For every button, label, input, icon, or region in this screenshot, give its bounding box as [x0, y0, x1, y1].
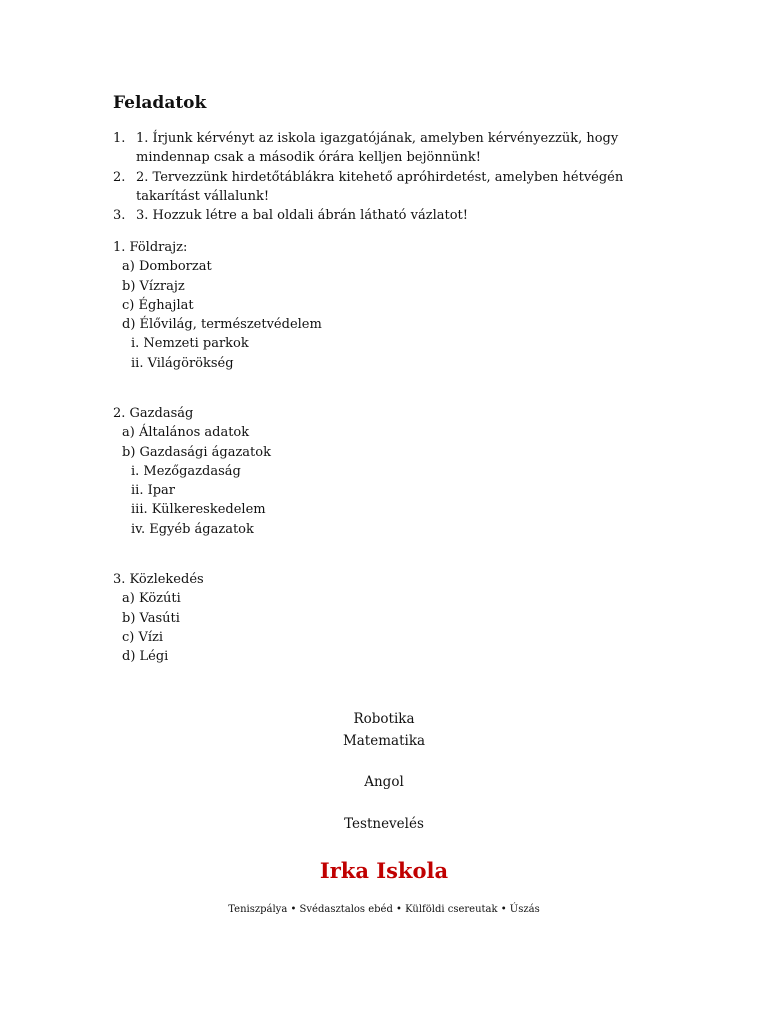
outline-item: a) Domborzat — [122, 259, 212, 275]
outline-item: c) Éghajlat — [122, 297, 194, 313]
task-number: 1. — [113, 131, 126, 146]
outline-subitem: iii. Külkereskedelem — [131, 502, 266, 518]
outline-subitem: ii. Ipar — [131, 483, 176, 499]
outline-section-title: 3. Közlekedés — [113, 572, 204, 587]
outline-section-title: 2. Gazdaság — [113, 406, 194, 421]
outline-section-title: 1. Földrajz: — [113, 240, 188, 255]
task-item — [113, 168, 653, 207]
task-number: 2. — [113, 169, 126, 185]
subject-angol: Angol — [364, 774, 404, 790]
task-item — [113, 206, 653, 225]
outline-item: c) Vízi — [122, 629, 164, 645]
outline-kozlekedes — [113, 570, 204, 666]
outline-item: b) Vízrajz — [122, 278, 185, 294]
school-name: Irka Iskola — [319, 858, 449, 883]
school-features: Teniszpálya • Svédasztalos ebéd • Külföldi csereutak • Úszás — [228, 904, 540, 915]
task-text: 1. Írjunk kérvényt az iskola igazgatójának, amelyben kérvényezzük, hogy mindennap csak a második órára kelljen bejönnünk! — [136, 131, 619, 166]
page-heading: Feladatok — [113, 93, 207, 113]
subject-testneveles: Testnevelés — [344, 816, 424, 832]
task-item — [113, 129, 653, 168]
outline-subitem: iv. Egyéb ágazatok — [131, 521, 254, 537]
task-text: 2. Tervezzünk hirdetőtáblákra kitehető apróhirdetést, amelyben hétvégén takarítást vállalunk! — [136, 169, 624, 204]
outline-item: b) Gazdasági ágazatok — [122, 444, 271, 460]
outline-subitem: ii. Világörökség — [131, 355, 234, 371]
outline-subitem: i. Nemzeti parkok — [131, 336, 249, 352]
outline-item: a) Általános adatok — [122, 425, 250, 441]
task-number: 3. — [113, 208, 126, 224]
outline-gazdasag — [113, 404, 271, 539]
subject-robotika: Robotika — [353, 711, 415, 727]
outline-item: d) Élővilág, természetvédelem — [122, 317, 322, 333]
outline-foldrajz — [113, 238, 322, 373]
subject-matematika: Matematika — [342, 733, 426, 749]
outline-item: d) Légi — [122, 649, 169, 665]
task-list — [113, 129, 653, 225]
outline-subitem: i. Mezőgazdaság — [131, 463, 241, 479]
outline-item: b) Vasúti — [122, 610, 180, 626]
task-text: 3. Hozzuk létre a bal oldali ábrán látható vázlatot! — [136, 208, 468, 224]
outline-item: a) Közúti — [122, 591, 181, 607]
